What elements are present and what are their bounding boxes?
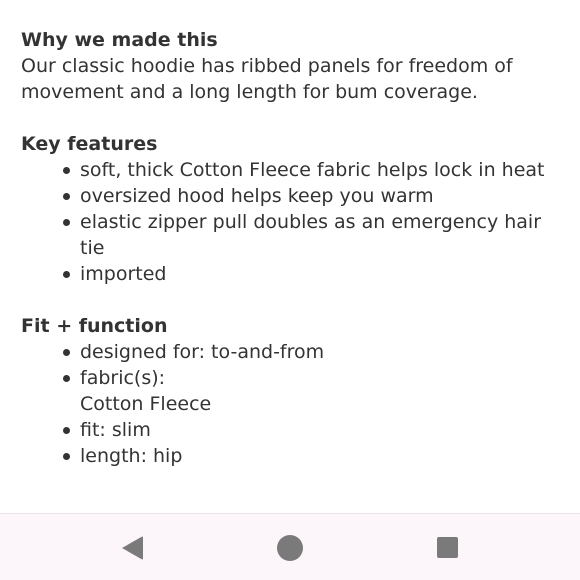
list-item: fit: slim [80,417,561,443]
list-item [80,365,561,417]
fabric-value: Cotton Fleece [80,393,212,415]
list-item: designed for: to-and-from [80,339,561,365]
fit-list [21,339,561,469]
features-list [21,157,561,287]
why-line-1: Our classic hoodie has ribbed panels for freedom of [21,55,513,77]
list-item: imported [80,261,561,287]
system-navigation-bar [0,513,580,580]
home-button[interactable] [260,514,320,580]
fabric-label: fabric(s): [80,367,166,389]
features-title: Key features [21,133,158,155]
home-circle-icon [277,535,303,561]
list-item: soft, thick Cotton Fleece fabric helps lock in heat [80,157,561,183]
why-line-2: movement and a long length for bum coverage. [21,81,478,103]
back-button[interactable] [102,514,162,580]
product-description [21,27,561,495]
why-section [21,27,561,105]
features-section [21,131,561,287]
recents-square-icon [437,537,458,558]
fit-section [21,313,561,469]
back-triangle-icon [122,536,143,560]
list-item: length: hip [80,443,561,469]
fit-title: Fit + function [21,315,168,337]
list-item: oversized hood helps keep you warm [80,183,561,209]
recents-button[interactable] [417,514,477,580]
why-title: Why we made this [21,29,218,51]
list-item: elastic zipper pull doubles as an emergency hair tie [80,209,561,261]
